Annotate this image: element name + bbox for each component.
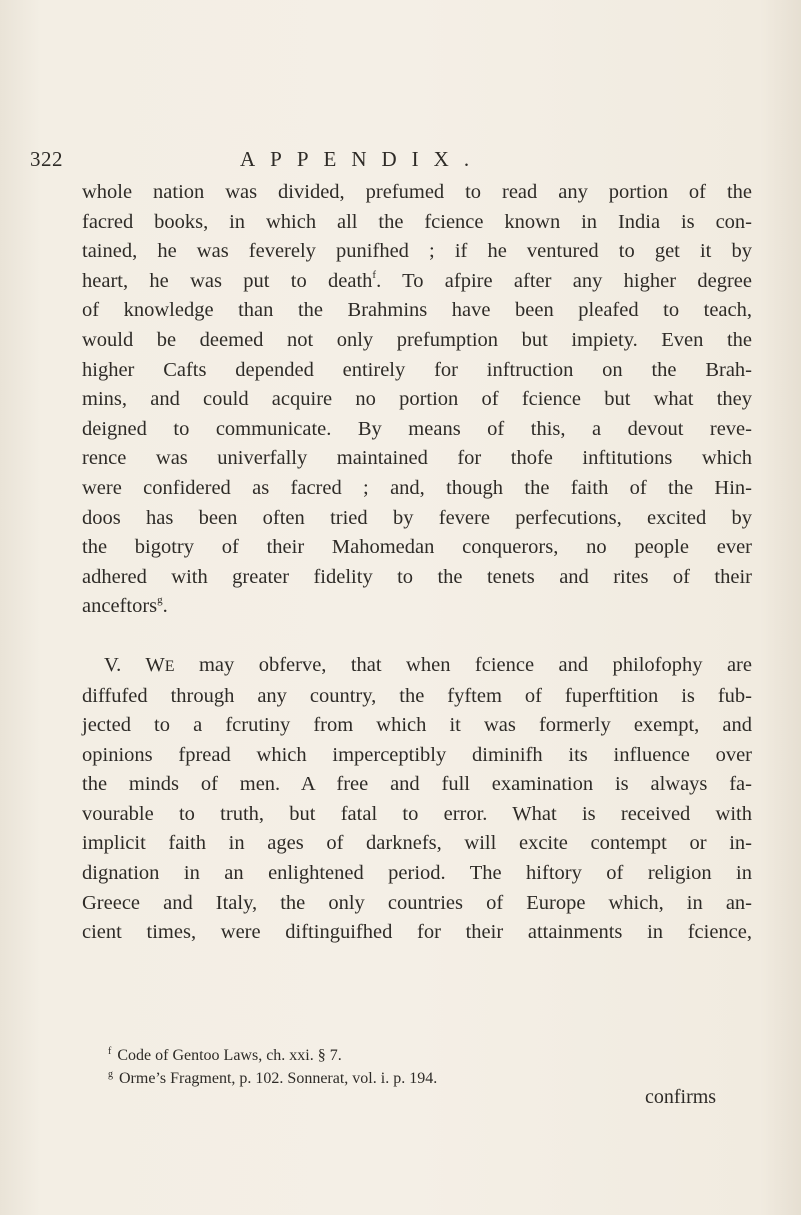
text-line: deigned to communicate. By means of this, a devout reve- [82, 417, 752, 440]
section-numeral: V. [104, 653, 122, 676]
text-line: cient times, were diftinguifhed for their attainments in fcience, [82, 921, 752, 944]
text-segment: anceftors [82, 595, 158, 618]
text-line [82, 651, 752, 682]
text-line: would be deemed not only prefumption but impiety. Even the [82, 328, 752, 351]
text-line: adhered with greater fidelity to the tenets and rites of their [82, 565, 752, 588]
running-head: APPENDIX. [240, 147, 485, 171]
text-line: diffufed through any country, the fyftem of fuperftition is fub- [82, 684, 752, 707]
body-text [82, 178, 752, 948]
text-line: dignation in an enlightened period. The hiftory of religion in [82, 862, 752, 885]
footnote-mark: g [157, 594, 163, 607]
text-line: opinions fpread which imperceptibly diminifh its influence over [82, 743, 752, 766]
text-line [82, 267, 752, 297]
text-line: whole nation was divided, prefumed to read any portion of the [82, 181, 752, 203]
first-word-initial: W [145, 653, 165, 676]
text-line: the bigotry of their Mahomedan conquerors, no people ever [82, 536, 752, 559]
paragraph-1 [82, 178, 752, 622]
text-line: mins, and could acquire no portion of fcience but what they [82, 388, 752, 411]
text-line: tained, he was feverely punifhed ; if he ventured to get it by [82, 240, 752, 263]
paragraph-2 [82, 651, 752, 948]
text-line: facred books, in which all the fcience known in India is con- [82, 210, 752, 233]
footnote-text: Code of Gentoo Laws, ch. xxi. § 7. [117, 1047, 342, 1064]
text-segment: heart, he was put to death [82, 269, 373, 292]
text-line: of knowledge than the Brahmins have been pleafed to teach, [82, 299, 752, 322]
text-line: Greece and Italy, the only countries of Europe which, in an- [82, 891, 752, 914]
footnote-mark: f [108, 1046, 112, 1057]
footnote [108, 1044, 437, 1067]
text-line: the minds of men. A free and full examination is always fa- [82, 773, 752, 796]
footnote [108, 1067, 437, 1090]
page-number: 322 [30, 147, 63, 171]
text-line: were confidered as facred ; and, though the faith of the Hin- [82, 476, 752, 499]
text-line: implicit faith in ages of darknefs, will excite contempt or in- [82, 832, 752, 855]
text-line: vourable to truth, but fatal to error. What is received with [82, 802, 752, 825]
text-segment: may obferve, that when fcience and philofophy are [174, 653, 752, 676]
text-line: higher Cafts depended entirely for inftruction on the Brah- [82, 358, 752, 381]
text-line: rence was univerfally maintained for thofe inftitutions which [82, 447, 752, 470]
footnote-text: Orme’s Fragment, p. 102. Sonnerat, vol. i. p. 194. [119, 1070, 438, 1087]
text-line: jected to a fcrutiny from which it was formerly exempt, and [82, 714, 752, 737]
footnote-mark: f [372, 268, 377, 281]
text-segment: . [162, 595, 168, 618]
text-segment: . To afpire after any higher degree [376, 269, 752, 292]
footnotes [108, 1044, 437, 1090]
footnote-mark: g [108, 1069, 113, 1080]
first-word-rest: E [164, 657, 175, 675]
paragraph-gap [82, 622, 752, 651]
text-line: doos has been often tried by fevere perfecutions, excited by [82, 506, 752, 529]
catchword: confirms [645, 1086, 717, 1108]
text-line [82, 592, 752, 622]
